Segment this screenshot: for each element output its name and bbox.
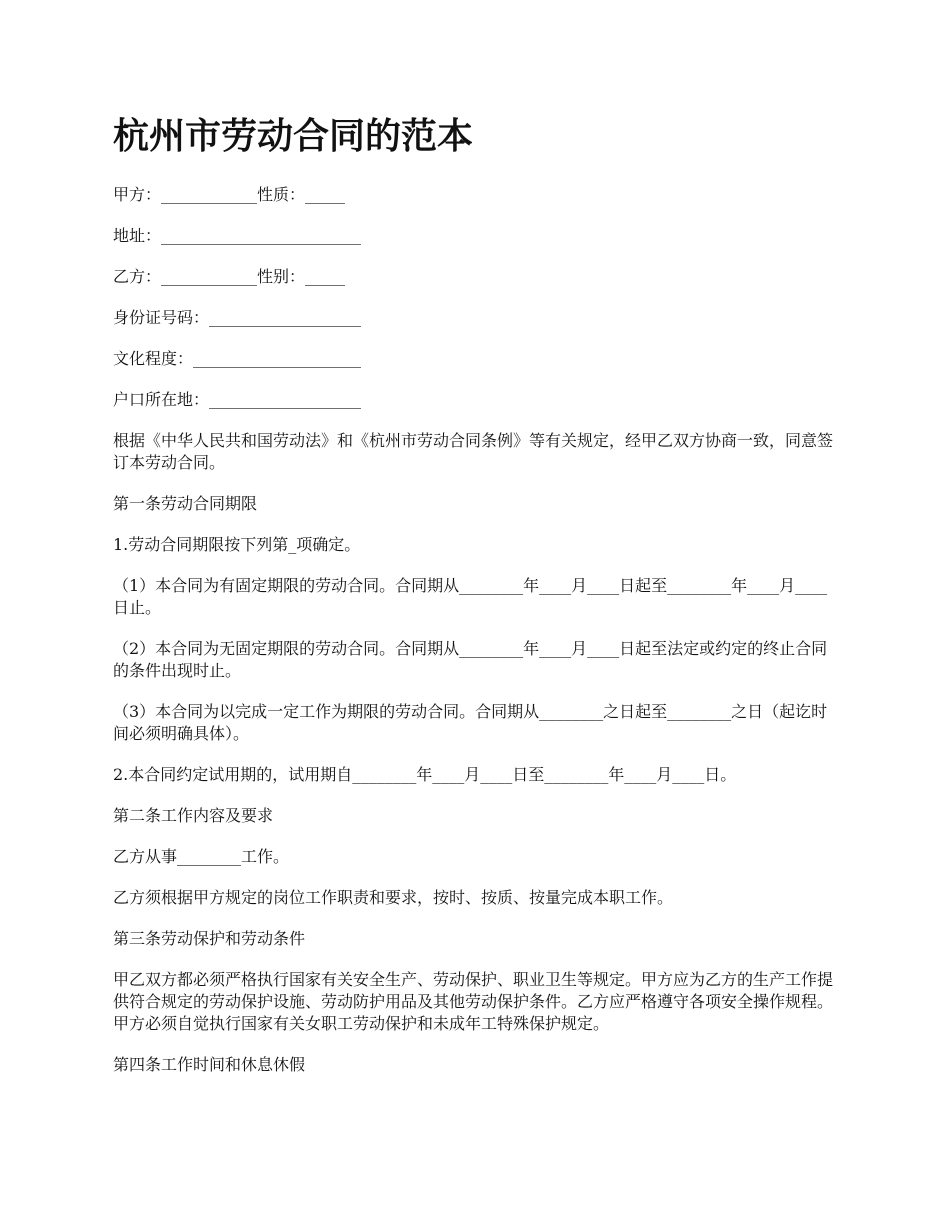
preamble-paragraph: 根据《中华人民共和国劳动法》和《杭州市劳动合同条例》等有关规定，经甲乙双方协商一致，同意签订本劳动合同。 (113, 431, 834, 472)
document-page (113, 110, 833, 1095)
article-2-job: 乙方从事________工作。 (113, 847, 290, 866)
household-registration-field: 户口所在地：___________________ (113, 390, 362, 409)
article-4-heading: 第四条工作时间和休息休假 (113, 1055, 306, 1074)
education-field: 文化程度：_____________________ (113, 349, 362, 368)
document-title: 杭州市劳动合同的范本 (113, 115, 474, 157)
address-field: 地址：_________________________ (113, 226, 362, 245)
article-1-heading: 第一条劳动合同期限 (113, 494, 258, 513)
article-1-option-3: （3）本合同为以完成一定工作为期限的劳动合同。合同期从________之日起至________之日（起讫时间必须明确具体）。 (113, 702, 828, 743)
article-3-body: 甲乙双方都必须严格执行国家有关安全生产、劳动保护、职业卫生等规定。甲方应为乙方的生产工作提供符合规定的劳动保护设施、劳动防护用品及其他劳动保护条件。乙方应严格遵守各项安全操作规程。甲方必须自觉执行国家有关女职工劳动保护和未成年工特殊保护规定。 (113, 970, 834, 1033)
party-b-field: 乙方：____________性别：_____ (113, 267, 346, 286)
article-1-option-1: （1）本合同为有固定期限的劳动合同。合同期从________年____月____日起至________年____月____日止。 (113, 576, 828, 617)
article-1-clause-2: 2.本合同约定试用期的，试用期自________年____月____日至________年____月____日。 (113, 765, 737, 784)
id-number-field: 身份证号码：___________________ (113, 308, 362, 327)
article-2-heading: 第二条工作内容及要求 (113, 806, 274, 825)
party-a-field: 甲方：____________性质：_____ (113, 185, 346, 204)
article-2-requirements: 乙方须根据甲方规定的岗位工作职责和要求，按时、按质、按量完成本职工作。 (113, 888, 674, 907)
article-3-heading: 第三条劳动保护和劳动条件 (113, 929, 306, 948)
article-1-clause-1: 1.劳动合同期限按下列第_项确定。 (113, 535, 361, 554)
article-1-option-2: （2）本合同为无固定期限的劳动合同。合同期从________年____月____日起至法定或约定的终止合同的条件出现时止。 (113, 639, 828, 680)
